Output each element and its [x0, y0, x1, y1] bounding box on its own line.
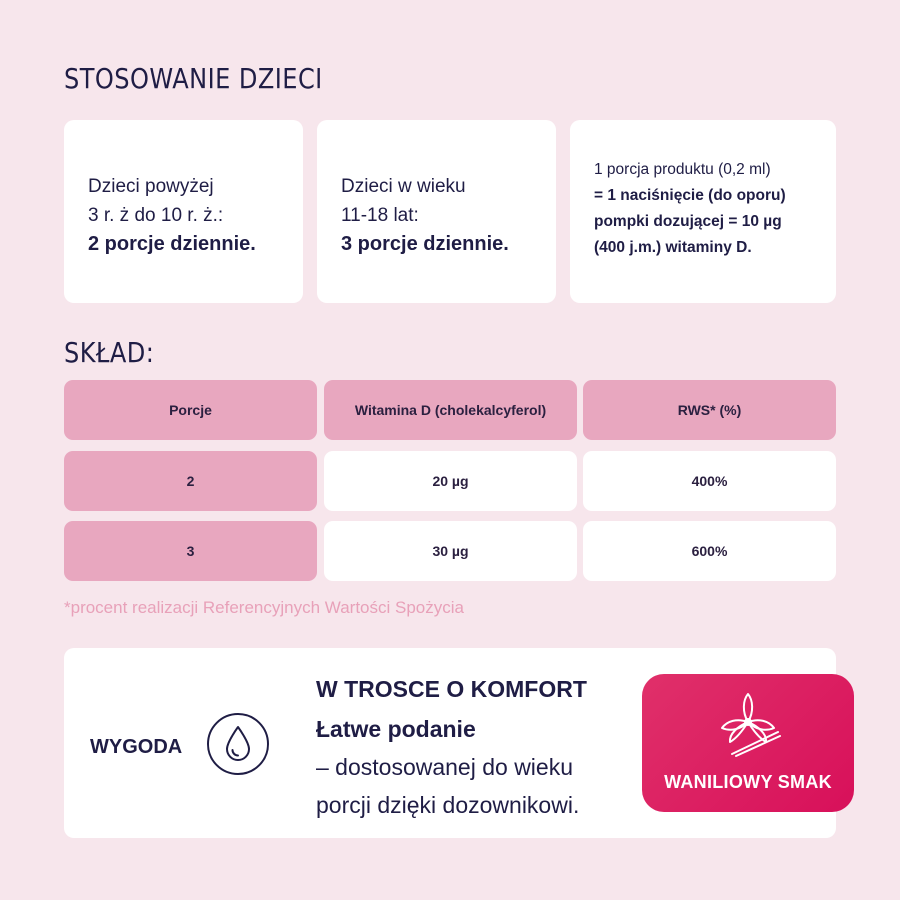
usage-card-young-dose: 2 porcje dziennie. [88, 233, 256, 255]
table-header-portions: Porcje [64, 380, 317, 440]
usage-card-teen-line2: 11-18 lat: [341, 205, 419, 226]
water-drop-icon [206, 712, 270, 776]
comfort-label: WYGODA [90, 736, 183, 758]
table-row1-rws: 400% [583, 451, 836, 511]
usage-heading: STOSOWANIE DZIECI [64, 62, 323, 95]
comfort-subtitle: Łatwe podanie [316, 716, 476, 742]
rws-footnote: *procent realizacji Referencyjnych Wartości Spożycia [64, 598, 464, 617]
table-header-vitamin-d: Witamina D (cholekalcyferol) [324, 380, 577, 440]
dosage-info-line2-prefix: = [594, 186, 608, 204]
table-row2-vitamin-d: 30 µg [324, 521, 577, 581]
table-row2-rws: 600% [583, 521, 836, 581]
usage-card-teen [317, 120, 556, 303]
comfort-line1: – dostosowanej do wieku [316, 754, 573, 780]
usage-card-young-line1: Dzieci powyżej [88, 176, 214, 197]
vanilla-flavor-badge [642, 674, 854, 812]
composition-heading: SKŁAD: [64, 336, 155, 369]
dosage-info-line1: 1 porcja produktu (0,2 ml) [594, 160, 771, 178]
usage-card-dosage-info [570, 120, 836, 303]
dosage-info-line4: (400 j.m.) witaminy D. [594, 238, 752, 256]
usage-card-teen-line1: Dzieci w wieku [341, 176, 466, 197]
usage-card-teen-dose: 3 porcje dziennie. [341, 233, 509, 255]
table-row1-portions: 2 [64, 451, 317, 511]
vanilla-flower-icon [712, 688, 784, 760]
comfort-title: W TROSCE O KOMFORT [316, 676, 587, 702]
dosage-info-line2-bold: 1 naciśnięcie (do oporu) [607, 186, 786, 204]
dosage-info-line3: pompki dozującej = 10 µg [594, 212, 782, 230]
table-row2-portions: 3 [64, 521, 317, 581]
table-row1-vitamin-d: 20 µg [324, 451, 577, 511]
usage-card-young-line2: 3 r. ż do 10 r. ż.: [88, 205, 224, 226]
table-header-rws: RWS* (%) [583, 380, 836, 440]
comfort-line2: porcji dzięki dozownikowi. [316, 792, 580, 818]
usage-card-young [64, 120, 303, 303]
vanilla-flavor-label: WANILIOWY SMAK [664, 772, 832, 792]
